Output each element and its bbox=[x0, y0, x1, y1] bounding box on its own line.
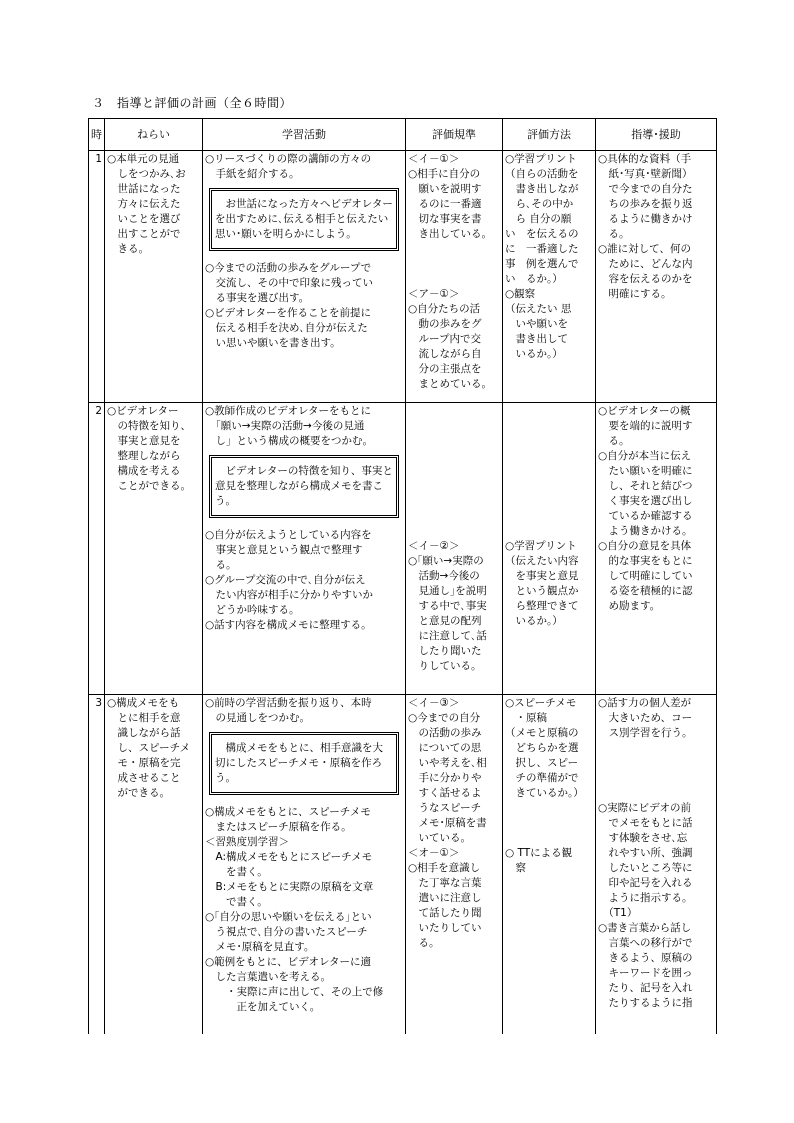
cell-line: ○リースづくりの際の講師の方々の bbox=[205, 153, 372, 165]
cell-line bbox=[505, 434, 593, 449]
cell-line: ○学習プリント bbox=[505, 153, 577, 165]
cell-line: りしている。 bbox=[408, 660, 482, 672]
cell-line: 手に分かりや bbox=[408, 772, 482, 784]
cell-line: ＜イ－①＞ bbox=[408, 153, 460, 165]
cell-line: して明確にしてい bbox=[598, 570, 693, 582]
cell-line: うなスピーチ bbox=[408, 802, 482, 814]
cell-line: 印や記号を入れる bbox=[598, 877, 693, 889]
cell-line: ○前時の学習活動を振り返り、本時 bbox=[205, 697, 372, 709]
cell-line: モ・原稿を完 bbox=[107, 757, 181, 769]
cell-line: 出すことがで bbox=[107, 228, 181, 240]
cell-line: 事実と意見という観点で整理す bbox=[205, 544, 363, 556]
cell-line bbox=[505, 419, 593, 434]
cell-line bbox=[408, 419, 500, 434]
cell-line: 択し、スピー bbox=[505, 757, 579, 769]
cell-line: ○スピーチメモ bbox=[505, 697, 577, 709]
cell-line: く事実を選び出し bbox=[598, 495, 693, 507]
cell-line: いや考えを､相 bbox=[408, 757, 487, 769]
cell-line: ○本単元の見通 bbox=[107, 153, 180, 165]
cell-line: ○構成メモをも bbox=[107, 697, 180, 709]
activity-text bbox=[205, 696, 403, 726]
cell-line: ○自分が伝えようとしている内容を bbox=[205, 529, 372, 541]
cell-line bbox=[408, 404, 500, 419]
cell-line: 明確にする。 bbox=[598, 288, 672, 300]
cell-line: キーワードを囲っ bbox=[598, 967, 693, 979]
activity-cell bbox=[203, 151, 406, 403]
cell-line: 事 例を選んで bbox=[505, 258, 579, 270]
cell-line: したいところ等に bbox=[598, 862, 693, 874]
cell-line bbox=[505, 816, 593, 831]
cell-line: ○実際にビデオの前 bbox=[598, 802, 691, 814]
cell-line: ＜イ－②＞ bbox=[408, 540, 460, 552]
cell-line: 交流し、その中で印象に残ってい bbox=[205, 277, 373, 289]
cell-line bbox=[408, 272, 500, 287]
cell-line: についての思 bbox=[408, 742, 482, 754]
plan-table bbox=[88, 118, 717, 1034]
method-cell bbox=[503, 151, 596, 403]
cell-line: た丁寧な言葉 bbox=[408, 877, 482, 889]
cell-line: いことを選び bbox=[107, 213, 181, 225]
cell-line bbox=[598, 741, 714, 756]
cell-line: ○ビデオレターの概 bbox=[598, 405, 691, 417]
cell-line: ○自分の意見を具体 bbox=[598, 540, 692, 552]
activity-text bbox=[205, 152, 403, 182]
cell-line: ○ビデオレターを作ることを前提に bbox=[205, 307, 372, 319]
cell-line: て話したり聞 bbox=[408, 907, 482, 919]
cell-line bbox=[408, 242, 500, 257]
cell-line bbox=[408, 449, 500, 464]
cell-line: した言葉遣いを考える。 bbox=[205, 971, 331, 983]
cell-line: る。 bbox=[598, 228, 630, 240]
cell-line: 流しながら自 bbox=[408, 348, 482, 360]
cell-line: の活動の歩み bbox=[408, 727, 482, 739]
cell-line: ＜習熟度別学習＞ bbox=[205, 836, 289, 848]
cell-line: る。 bbox=[205, 559, 237, 571]
cell-line: い るか。） bbox=[505, 273, 563, 285]
activity-goal-box: ビデオレターの特徴を知り、事実と意見を整理しながら構成メモを書こう。 bbox=[209, 455, 399, 518]
cell-line bbox=[408, 509, 500, 524]
cell-line: ＜オ－①＞ bbox=[408, 847, 460, 859]
cell-line: 伝える相手を決め､自分が伝えた bbox=[205, 322, 368, 334]
cell-line: またはスピーチ原稿を作る。 bbox=[205, 821, 352, 833]
cell-line bbox=[505, 509, 593, 524]
cell-line bbox=[408, 524, 500, 539]
cell-line: よう働きかける。 bbox=[598, 525, 693, 537]
cell-line: 遣いに注意し bbox=[408, 892, 482, 904]
cell-line: き出している。 bbox=[408, 228, 492, 240]
cell-line: う視点で､自分の書いたスピーチ bbox=[205, 926, 368, 938]
cell-line: ループ内で交 bbox=[408, 333, 481, 345]
cell-line: たい願いを明確に bbox=[598, 465, 693, 477]
cell-line: 願いを説明す bbox=[408, 183, 482, 195]
cell-line: で書く。 bbox=[205, 896, 268, 908]
method-cell bbox=[503, 403, 596, 695]
cell-line: いや願いを bbox=[505, 318, 568, 330]
cell-line: ○相手を意識し bbox=[408, 862, 481, 874]
cell-line: ているか確認する bbox=[598, 510, 693, 522]
cell-line: と意見の配列 bbox=[408, 615, 482, 627]
cell-line: 察 bbox=[505, 862, 526, 874]
cell-line bbox=[408, 494, 500, 509]
cell-line: ○今までの活動の歩みをグループで bbox=[205, 262, 372, 274]
cell-line: 大きいため、コー bbox=[598, 712, 693, 724]
header-aim: ねらい bbox=[105, 119, 203, 151]
hour-cell: 3 bbox=[89, 695, 105, 1035]
cell-line: 書き出しなが bbox=[505, 183, 579, 195]
cell-line: きる。 bbox=[107, 243, 149, 255]
cell-line: ○自分たちの活 bbox=[408, 303, 481, 315]
cell-line: きているか。） bbox=[505, 787, 584, 799]
cell-line: いたりしてい bbox=[408, 922, 482, 934]
support-cell bbox=[596, 695, 717, 1035]
cell-line: ら､その中か bbox=[505, 198, 574, 210]
cell-line: し、それと結びつ bbox=[598, 480, 693, 492]
cell-line: まとめている。 bbox=[408, 378, 492, 390]
activity-text bbox=[205, 261, 403, 351]
cell-line: たい内容が相手に分かりやすいか bbox=[205, 589, 373, 601]
cell-line: ○書き言葉から話し bbox=[598, 922, 692, 934]
cell-line: 切な事実を書 bbox=[408, 213, 482, 225]
cell-line: ○学習プリント bbox=[505, 540, 577, 552]
cell-line: ＜イ－③＞ bbox=[408, 697, 460, 709]
cell-line: 「願い→実際の活動→今後の見通 bbox=[205, 420, 365, 432]
cell-line: いるか。） bbox=[505, 348, 563, 360]
cell-line bbox=[505, 801, 593, 816]
cell-line: るように働きかけ bbox=[598, 213, 693, 225]
table-row bbox=[89, 695, 717, 1035]
cell-line: る事実を選び出す。 bbox=[205, 292, 310, 304]
cell-line bbox=[408, 434, 500, 449]
header-method: 評価方法 bbox=[503, 119, 596, 151]
cell-line: 動の歩みをグ bbox=[408, 318, 482, 330]
activity-cell bbox=[203, 403, 406, 695]
cell-line: 見通し｣を説明 bbox=[408, 585, 487, 597]
cell-line: ○教師作成のビデオレターをもとに bbox=[205, 405, 372, 417]
cell-line: （自らの活動を bbox=[505, 168, 579, 180]
activity-text bbox=[205, 528, 403, 633]
cell-line bbox=[505, 524, 593, 539]
cell-line: ように指示する。 bbox=[598, 892, 693, 904]
cell-line: ○相手に自分の bbox=[408, 168, 481, 180]
cell-line: ス別学習を行う。 bbox=[598, 727, 693, 739]
support-cell bbox=[596, 403, 717, 695]
cell-line: ○誰に対して、何の bbox=[598, 243, 691, 255]
section-title: ３ 指導と評価の計画（全６時間） bbox=[92, 96, 293, 110]
header-criteria: 評価規準 bbox=[406, 119, 503, 151]
cell-line: ・実際に声に出して、その上で修 bbox=[205, 986, 384, 998]
cell-line bbox=[408, 257, 500, 272]
cell-line: 世話になった bbox=[107, 183, 181, 195]
aim-cell bbox=[105, 403, 203, 695]
cell-line: 成させること bbox=[107, 772, 181, 784]
table-header-row bbox=[89, 119, 717, 151]
activity-text bbox=[205, 805, 403, 1015]
cell-line: 識しながら話 bbox=[107, 727, 181, 739]
cell-line: たり、記号を入れ bbox=[598, 982, 693, 994]
cell-line: 言葉への移行がで bbox=[598, 937, 693, 949]
cell-line: （伝えたい内容 bbox=[505, 555, 579, 567]
cell-line: 書き出して bbox=[505, 333, 568, 345]
header-activity: 学習活動 bbox=[203, 119, 406, 151]
cell-line: 活動→今後の bbox=[408, 570, 480, 582]
criteria-cell bbox=[406, 151, 503, 403]
cell-line: ＜ア－①＞ bbox=[408, 288, 460, 300]
cell-line: ら 自分の願 bbox=[505, 213, 572, 225]
cell-line: ら整理できて bbox=[505, 600, 579, 612]
cell-line: い思いや願いを書き出す。 bbox=[205, 337, 341, 349]
header-hour: 時 bbox=[89, 119, 105, 151]
cell-line bbox=[505, 831, 593, 846]
cell-line: 要を端的に説明す bbox=[598, 420, 693, 432]
activity-goal-box: 構成メモをもとに、相手意識を大切にしたスピーチメモ・原稿を作ろう。 bbox=[209, 732, 399, 795]
cell-line: （T1） bbox=[598, 907, 638, 919]
cell-line: ○｢自分の思いや願いを伝える｣とい bbox=[205, 911, 372, 923]
cell-line: に 一番適した bbox=[505, 243, 579, 255]
cell-line: したり聞いた bbox=[408, 645, 482, 657]
cell-line: る。 bbox=[598, 435, 630, 447]
cell-line: ○グループ交流の中で､自分が伝え bbox=[205, 574, 366, 586]
cell-line bbox=[505, 404, 593, 419]
cell-line: とに相手を意 bbox=[107, 712, 181, 724]
support-cell bbox=[596, 151, 717, 403]
hour-cell: 2 bbox=[89, 403, 105, 695]
cell-line: ○自分が本当に伝え bbox=[598, 450, 692, 462]
cell-line: メモ･原稿を見直す。 bbox=[205, 941, 315, 953]
cell-line bbox=[408, 464, 500, 479]
cell-line: A:構成メモをもとにスピーチメモ bbox=[205, 851, 373, 863]
cell-line: B:メモをもとに実際の原稿を文章 bbox=[205, 881, 374, 893]
cell-line: 整理しながら bbox=[107, 450, 181, 462]
cell-line: るのに一番適 bbox=[408, 198, 482, 210]
cell-line: ために、どんな内 bbox=[598, 258, 693, 270]
cell-line: ○ビデオレター bbox=[107, 405, 179, 417]
cell-line: を事実と意見 bbox=[505, 570, 579, 582]
cell-line: 容を伝えるのかを bbox=[598, 273, 693, 285]
cell-line: を書く。 bbox=[205, 866, 268, 878]
cell-line: きるよう、原稿の bbox=[598, 952, 693, 964]
table-row bbox=[89, 151, 717, 403]
cell-line: ができる。 bbox=[107, 787, 170, 799]
criteria-cell bbox=[406, 695, 503, 1035]
cell-line: れやすい所、強調 bbox=[598, 847, 693, 859]
cell-line: 構成を考える bbox=[107, 465, 181, 477]
cell-line: の見通しをつかむ。 bbox=[205, 712, 310, 724]
cell-line: し」という構成の概要をつかむ。 bbox=[205, 435, 373, 447]
cell-line bbox=[505, 464, 593, 479]
cell-line: チの準備がで bbox=[505, 772, 579, 784]
cell-line: すく話せるよ bbox=[408, 787, 482, 799]
aim-cell bbox=[105, 695, 203, 1035]
hour-cell: 1 bbox=[89, 151, 105, 403]
cell-line bbox=[598, 771, 714, 786]
cell-line: ちの歩みを振り返 bbox=[598, 198, 693, 210]
cell-line: する中で､事実 bbox=[408, 600, 487, 612]
cell-line: 的な事実をもとに bbox=[598, 555, 693, 567]
method-cell bbox=[503, 695, 596, 1035]
cell-line: メモ･原稿を書 bbox=[408, 817, 487, 829]
cell-line: 正を加えていく。 bbox=[205, 1001, 321, 1013]
cell-line: いている。 bbox=[408, 832, 471, 844]
cell-line: 手紙を紹介する。 bbox=[205, 168, 300, 180]
cell-line: どちらかを選 bbox=[505, 742, 579, 754]
activity-cell bbox=[203, 695, 406, 1035]
table-row bbox=[89, 403, 717, 695]
cell-line: す体験をさせ､忘 bbox=[598, 832, 688, 844]
cell-line: どうか吟味する。 bbox=[205, 604, 300, 616]
cell-line: しをつかみ､お bbox=[107, 168, 186, 180]
cell-line: ○ TTによる観 bbox=[505, 847, 573, 859]
cell-line: め励ます。 bbox=[598, 600, 661, 612]
activity-goal-box: お世話になった方々へビデオレターを出すために､伝える相手と伝えたい思い･願いを明らかにしよう。 bbox=[209, 188, 399, 251]
criteria-cell bbox=[406, 403, 503, 695]
cell-line: ○観察 bbox=[505, 288, 536, 300]
cell-line: ことができる。 bbox=[107, 480, 191, 492]
cell-line: 方々に伝えた bbox=[107, 198, 181, 210]
cell-line bbox=[505, 449, 593, 464]
cell-line: ・原稿 bbox=[505, 712, 547, 724]
cell-line: 分の主張点を bbox=[408, 363, 482, 375]
aim-cell bbox=[105, 151, 203, 403]
header-support: 指導･援助 bbox=[596, 119, 717, 151]
cell-line: いるか。） bbox=[505, 615, 563, 627]
cell-line bbox=[505, 494, 593, 509]
cell-line: ○今までの自分 bbox=[408, 712, 481, 724]
cell-line: る。 bbox=[408, 937, 440, 949]
cell-line bbox=[408, 479, 500, 494]
cell-line: ○具体的な資料（手 bbox=[598, 153, 692, 165]
cell-line: たりするように指 bbox=[598, 997, 693, 1009]
cell-line bbox=[505, 479, 593, 494]
cell-line: 紙･写真･壁新聞） bbox=[598, 168, 693, 180]
cell-line: ○話す内容を構成メモに整理する。 bbox=[205, 619, 372, 631]
cell-line bbox=[598, 756, 714, 771]
cell-line: という観点か bbox=[505, 585, 579, 597]
cell-line: の特徴を知り、 bbox=[107, 420, 191, 432]
activity-text bbox=[205, 404, 403, 449]
cell-line: い を伝えるの bbox=[505, 228, 579, 240]
cell-line: でメモをもとに話 bbox=[598, 817, 693, 829]
cell-line: し、スピーチメ bbox=[107, 742, 191, 754]
cell-line: 事実と意見を bbox=[107, 435, 181, 447]
cell-line: ○｢願い→実際の bbox=[408, 555, 484, 567]
cell-line: る姿を積極的に認 bbox=[598, 585, 693, 597]
cell-line: ○話す力の個人差が bbox=[598, 697, 692, 709]
cell-line bbox=[598, 786, 714, 801]
cell-line: （伝えたい 思 bbox=[505, 303, 572, 315]
cell-line: ○構成メモをもとに、スピーチメモ bbox=[205, 806, 371, 818]
cell-line: に注意して､話 bbox=[408, 630, 487, 642]
cell-line: で今までの自分た bbox=[598, 183, 693, 195]
cell-line: （メモと原稿の bbox=[505, 727, 579, 739]
cell-line: ○範例をもとに、ビデオレターに適 bbox=[205, 956, 372, 968]
